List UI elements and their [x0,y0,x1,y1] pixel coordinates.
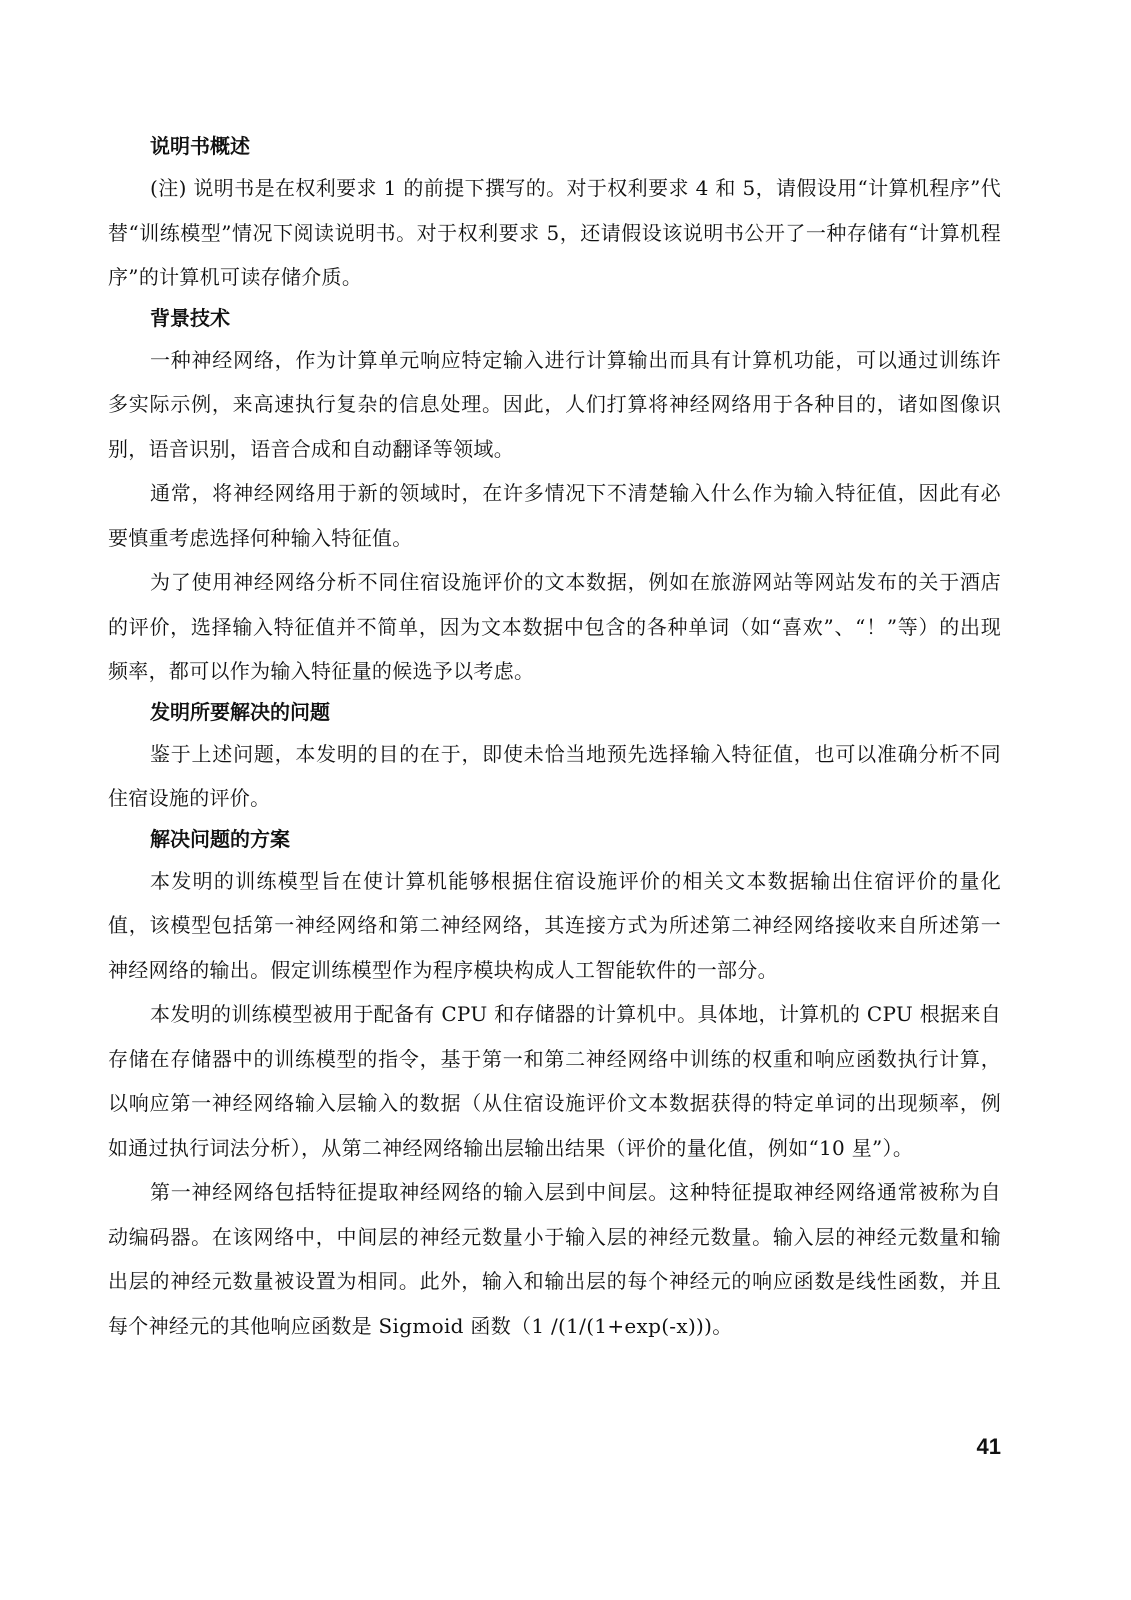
section-overview [108,128,1001,300]
section-background [108,300,1001,694]
section-problem [108,694,1001,821]
section-heading: 解决问题的方案 [150,826,290,851]
paragraph: 一种神经网络，作为计算单元响应特定输入进行计算输出而具有计算机功能，可以通过训练许多实际示例，来高速执行复杂的信息处理。因此，人们打算将神经网络用于各种目的，诸如图像识别，语音识别，语音合成和自动翻译等领域。 [108,347,1001,461]
paragraph: 鉴于上述问题，本发明的目的在于，即使未恰当地预先选择输入特征值，也可以准确分析不同住宿设施的评价。 [108,741,1001,810]
section-solution [108,821,1001,1349]
paragraph: 第一神经网络包括特征提取神经网络的输入层到中间层。这种特征提取神经网络通常被称为自动编码器。在该网络中，中间层的神经元数量小于输入层的神经元数量。输入层的神经元数量和输出层的神经元数量被设置为相同。此外，输入和输出层的每个神经元的响应函数是线性函数，并且每个神经元的其他响应函数是 Sigmoid 函数（1 /(1/(1+exp(-x)))。 [108,1180,1001,1338]
paragraph: (注) 说明书是在权利要求 1 的前提下撰写的。对于权利要求 4 和 5，请假设用“计算机程序”代替“训练模型”情况下阅读说明书。对于权利要求 5，还请假设该说明书公开了一种存储有“计算机程序”的计算机可读存储介质。 [108,176,1001,289]
paragraph: 通常，将神经网络用于新的领域时，在许多情况下不清楚输入什么作为输入特征值，因此有必要慎重考虑选择何种输入特征值。 [108,481,1001,550]
page-number: 41 [976,1434,1001,1459]
paragraph: 本发明的训练模型被用于配备有 CPU 和存储器的计算机中。具体地，计算机的 CPU 根据来自存储在存储器中的训练模型的指令，基于第一和第二神经网络中训练的权重和响应函数执行计算，以响应第一神经网络输入层输入的数据（从住宿设施评价文本数据获得的特定单词的出现频率，例如通过执行词法分析），从第二神经网络输出层输出结果（评价的量化值，例如“10 星”）。 [108,1002,1001,1160]
paragraph: 为了使用神经网络分析不同住宿设施评价的文本数据，例如在旅游网站等网站发布的关于酒店的评价，选择输入特征值并不简单，因为文本数据中包含的各种单词（如“喜欢”、“！”等）的出现频率，都可以作为输入特征量的候选予以考虑。 [108,570,1001,683]
section-heading: 发明所要解决的问题 [150,699,330,724]
section-heading: 背景技术 [150,305,230,330]
section-heading: 说明书概述 [150,134,250,158]
document-body [108,128,1001,1348]
paragraph: 本发明的训练模型旨在使计算机能够根据住宿设施评价的相关文本数据输出住宿评价的量化值，该模型包括第一神经网络和第二神经网络，其连接方式为所述第二神经网络接收来自所述第一神经网络的输出。假定训练模型作为程序模块构成人工智能软件的一部分。 [108,868,1001,982]
